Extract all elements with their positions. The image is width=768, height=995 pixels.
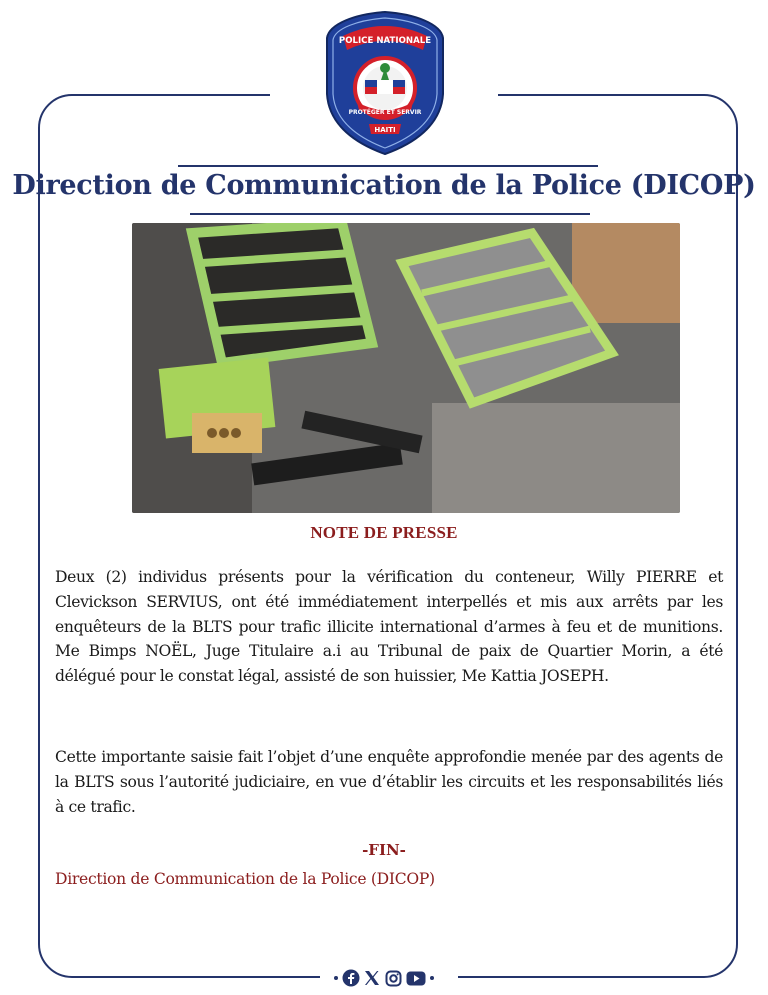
svg-text:POLICE NATIONALE: POLICE NATIONALE [338, 36, 432, 46]
press-note-label: NOTE DE PRESSE [310, 523, 458, 542]
signature-line: Direction de Communication de la Police (DICOP) [55, 870, 435, 888]
youtube-icon[interactable] [406, 971, 426, 986]
title-rule-bottom [190, 213, 590, 215]
divider-dot [430, 976, 434, 980]
seized-weapons-photo [132, 223, 680, 513]
body-paragraph: Cette importante saisie fait l’objet d’une enquête approfondie menée par des agents de la BLTS sous l’autorité judiciaire, en vue d’établir les circuits et les responsabilités liés à ce trafic. [55, 748, 723, 816]
page-title: Direction de Communication de la Police (DICOP) [12, 170, 756, 201]
svg-text:PROTÉGER ET SERVIR: PROTÉGER ET SERVIR [348, 109, 422, 116]
svg-text:HAITI: HAITI [374, 126, 396, 134]
facebook-icon[interactable] [342, 969, 360, 987]
title-rule-top [178, 165, 598, 167]
divider-dot [334, 976, 338, 980]
instagram-icon[interactable] [385, 970, 402, 987]
police-nationale-emblem [323, 10, 447, 156]
fin-marker: -FIN- [362, 841, 406, 859]
x-icon[interactable] [364, 970, 380, 986]
body-paragraph: Deux (2) individus présents pour la vérification du conteneur, Willy PIERRE et Clevickson SERVIUS, ont été immédiatement interpellés et mis aux arrêts par les enquêteurs de la BLTS pour trafic illicite international d’armes à feu et de munitions. Me Bimps NOËL, Juge Titulaire a.i au Tribunal de paix de Quartier Morin, a été délégué pour le constat légal, assisté de son huissier, Me Kattia JOSEPH. [55, 568, 723, 686]
social-links [330, 966, 438, 990]
